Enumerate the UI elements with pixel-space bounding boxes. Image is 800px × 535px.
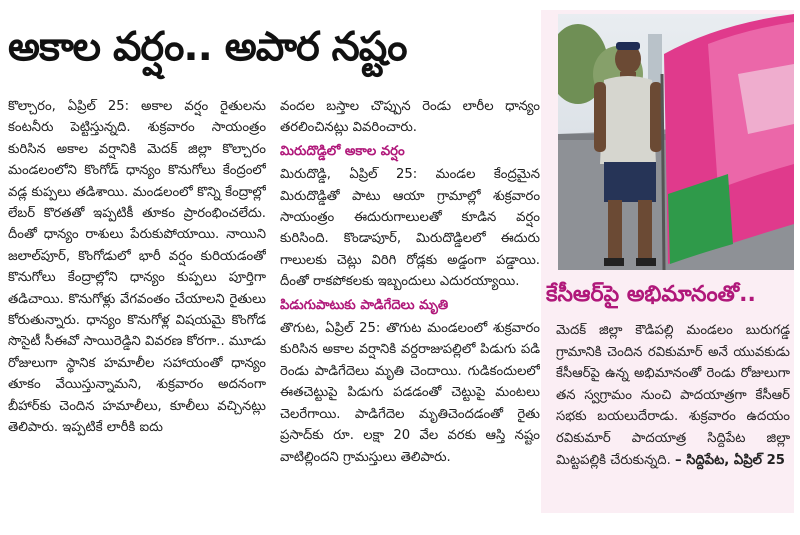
subheading-lightning: పిడుగుపాటుకు పాడిగేదెలు మృతి	[280, 297, 449, 313]
side-story-paragraph: మెదక్ జిల్లా కౌడిపల్లి మండలం బురుగడ్డ గ్రామానికి చెందిన రవికుమార్ అనే యువకుడు కేసీఆర్‌పై ఉన్న అభిమానంతో రెండు రోజులుగా తన స్వగ్రామం నుంచి పాదయాత్రగా కేసీఆర్ సభకు బయలుదేరాడు. శుక్రవారం ఉదయం రవికుమార్ పాదయాత్ర సిద్దిపేట జిల్లా మిట్టపల్లికి చేరుకున్నది.	[556, 323, 790, 468]
side-story-headline: కేసీఆర్‌పై అభిమానంతో..	[546, 282, 756, 307]
subheading-mirudoddi: మిరుదొడ్డిలో అకాల వర్షం	[280, 143, 405, 159]
article-paragraph: కొల్చారం, ఏప్రిల్ 25: అకాల వర్షం రైతులను కంటనీరు పెట్టిస్తున్నది. శుక్రవారం సాయంత్రం కురిసిన అకాల వర్షానికి మెదక్ జిల్లా కొల్చారం మండలంలోని కొంగోడ్ ధాన్యం కొనుగోలు కేంద్రంలో వడ్ల కుప్పలు తడిశాయి. మండలంలో కొన్ని కేంద్రాల్లో లేబర్ కొరతతో ఇప్పటికీ తూకం ప్రారంభించలేదు. దీంతో ధాన్యం రాశులు పేరుకుపోయాయి. నాయిని జలాల్‌పూర్, కొంగోడులో భారీ వర్షం కురియడంతో కొనుగోలు కేంద్రాల్లోని ధాన్యం కుప్పలు పూర్తిగా తడిచాయి. కొనుగోళ్లు వేగవంతం చేయాలని రైతులు కోరుతున్నారు. ధాన్యం కొనుగోళ్ల విషయమై కొంగోడ సొసైటీ సీఈవో సాయిరెడ్డిని వివరణ కోరగా.. మూడు రోజులుగా స్థానిక హమాలీల సహాయంతో ధాన్యం తూకం వేయిస్తున్నామని, శుక్రవారం అదనంగా బీహార్‌కు చెందిన హమాలీలు, కూలీలు వచ్చినట్లు తెలిపారు. ఇప్పటికే లారీకి ఐదు	[8, 99, 266, 436]
side-story-body	[556, 320, 790, 515]
article-continuation: వందల బస్తాల చొప్పున రెండు లారీల ధాన్యం తరలించినట్లు వివరించారు.	[280, 99, 540, 136]
left-column	[8, 96, 266, 526]
headline: అకాల వర్షం.. అపార నష్టం	[8, 24, 407, 70]
article-paragraph-lightning: తొగుట, ఏప్రిల్ 25: తొగుట మండలంలో శుక్రవారం కురిసిన అకాల వర్షానికి వర్దరాజుపల్లిలో పిడుగు పడి రెండు పాడిగేదెలు మృతి చెందాయి. గుడికందులలో ఈతచెట్టుపై పిడుగు పడడంతో చెట్టుపై మంటలు చెలరేగాయి. పాడిగేదెల మృతిచెందడంతో రైతు ప్రసాద్‌కు రూ. లక్షా 20 వేల వరకు ఆస్తి నష్టం వాటిల్లిందని గ్రామస్తులు తెలిపారు.	[280, 321, 540, 465]
article-paragraph-mirudoddi: మిరుదొడ్డి, ఏప్రిల్ 25: మండల కేంద్రమైన మిరుదొడ్డితో పాటు ఆయా గ్రామాల్లో శుక్రవారం సాయంత్రం ఈదురుగాలులతో కూడిన వర్షం కురిసింది. కొండాపూర్, మిరుదొడ్డిలలో ఈదురు గాలులకు చెట్లు విరిగి రోడ్లకు అడ్డంగా పడ్డాయి. దీంతో రాకపోకలకు ఇబ్బందులు ఎదురయ్యాయి.	[280, 167, 540, 290]
side-story-dateline: – సిద్దిపేట, ఏప్రిల్ 25	[674, 452, 785, 468]
middle-column	[280, 96, 540, 526]
news-photo	[558, 14, 794, 270]
